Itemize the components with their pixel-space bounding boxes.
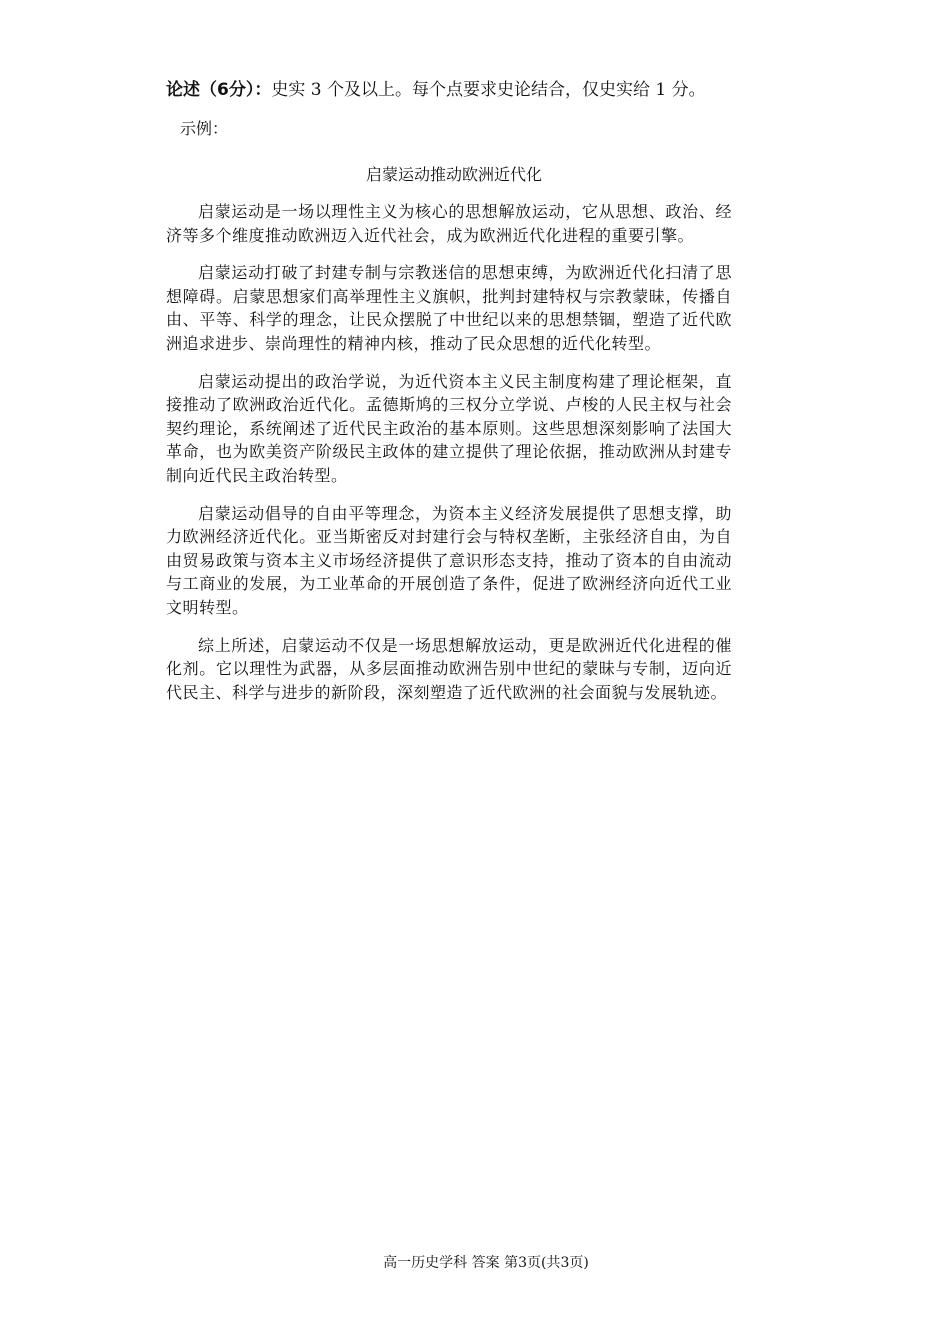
scoring-text: 史实 3 个及以上。每个点要求史论结合，仅史实给 1 分。: [271, 80, 706, 100]
example-label: 示例：: [180, 119, 229, 138]
scoring-label: 论述（6分）：: [166, 80, 272, 100]
essay-paragraph-intro: 启蒙运动是一场以理性主义为核心的思想解放运动，它从思想、政治、经济等多个维度推动欧洲迈入近代社会，成为欧洲近代化进程的重要引擎。: [166, 202, 732, 245]
essay-paragraph-thought: 启蒙运动打破了封建专制与宗教迷信的思想束缚，为欧洲近代化扫清了思想障碍。启蒙思想家们高举理性主义旗帜，批判封建特权与宗教蒙昧，传播自由、平等、科学的理念，让民众摆脱了中世纪以来的思想禁锢，塑造了近代欧洲追求进步、崇尚理性的精神内核，推动了民众思想的近代化转型。: [166, 263, 732, 353]
page-footer: 高一历史学科 答案 第3页(共3页): [383, 1255, 589, 1271]
answer-content: [166, 76, 732, 704]
essay-paragraph-conclusion: 综上所述，启蒙运动不仅是一场思想解放运动，更是欧洲近代化进程的催化剂。它以理性为武器，从多层面推动欧洲告别中世纪的蒙昧与专制，迈向近代民主、科学与进步的新阶段，深刻塑造了近代欧洲的社会面貌与发展轨迹。: [166, 635, 732, 702]
essay-paragraph-economy: 启蒙运动倡导的自由平等理念，为资本主义经济发展提供了思想支撑，助力欧洲经济近代化。亚当斯密反对封建行会与特权垄断，主张经济自由，为自由贸易政策与资本主义市场经济提供了意识形态支持，推动了资本的自由流动与工商业的发展，为工业革命的开展创造了条件，促进了欧洲经济向近代工业文明转型。: [166, 503, 732, 617]
essay-paragraph-politics: 启蒙运动提出的政治学说，为近代资本主义民主制度构建了理论框架，直接推动了欧洲政治近代化。孟德斯鸠的三权分立学说、卢梭的人民主权与社会契约理论，系统阐述了近代民主政治的基本原则。这些思想深刻影响了法国大革命，也为欧美资产阶级民主政体的建立提供了理论依据，推动欧洲从封建专制向近代民主政治转型。: [166, 371, 732, 485]
essay-title: 启蒙运动推动欧洲近代化: [365, 165, 542, 184]
scoring-criteria: [166, 76, 732, 104]
